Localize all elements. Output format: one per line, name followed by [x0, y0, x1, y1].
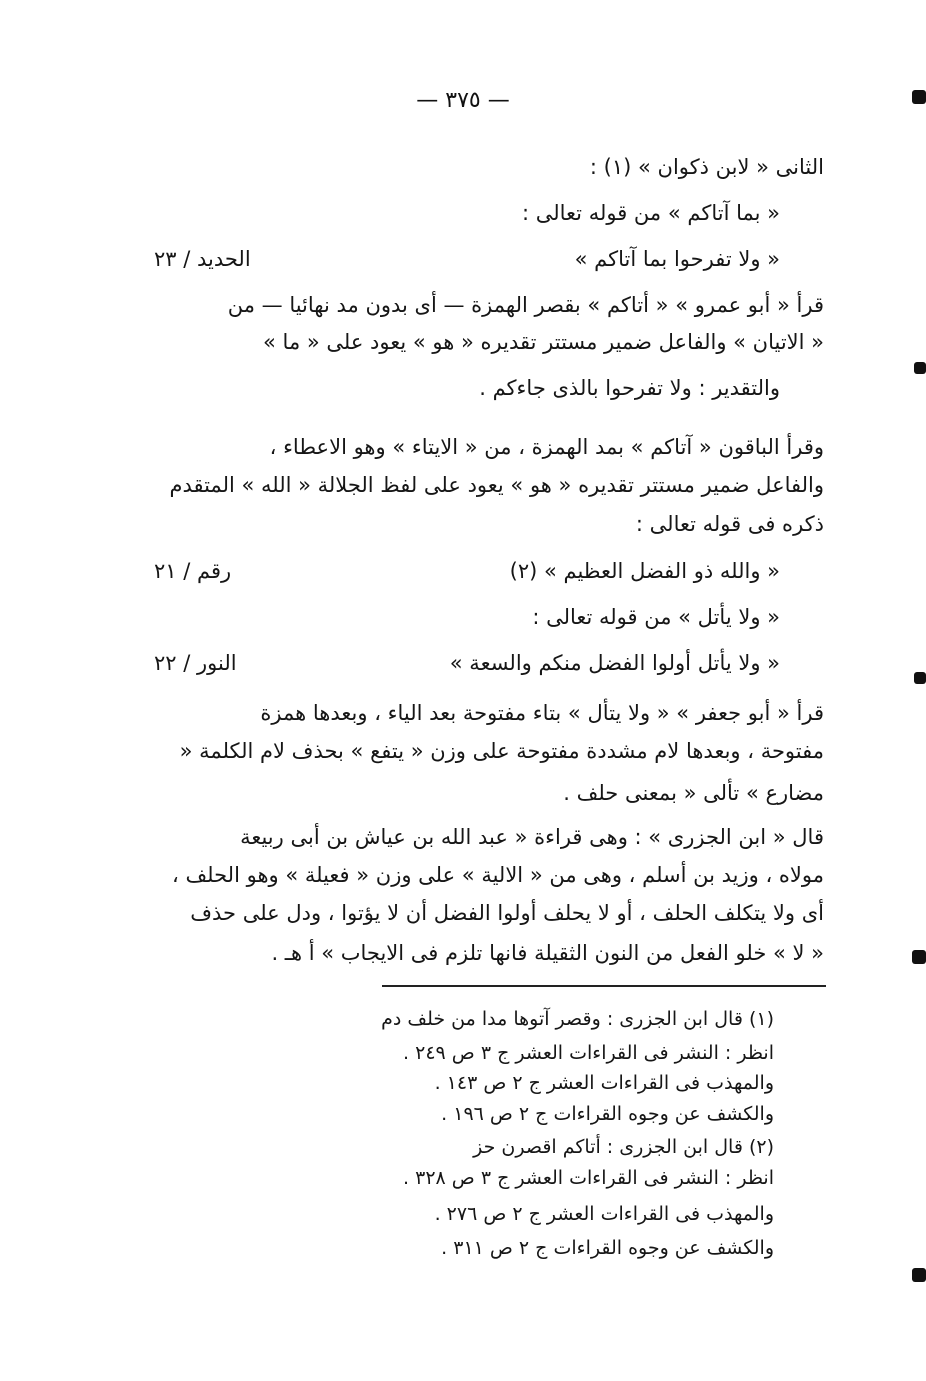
binding-mark-2: [914, 362, 926, 374]
body-line: والفاعل ضمير مستتر تقديره « هو » يعود على لفظ الجلالة « الله » المتقدم: [169, 473, 824, 497]
footnote-line: والكشف عن وجوه القراءات ج ٢ ص ١٩٦ .: [441, 1103, 774, 1125]
binding-mark-5: [912, 1268, 926, 1282]
body-line: أى ولا يتكلف الحلف ، أو لا يحلف أولوا الفضل أن لا يؤتوا ، ودل على حذف: [190, 901, 824, 925]
body-line: قرأ « أبو جعفر » « ولا يتأل » بتاء مفتوحة بعد الياء ، وبعدها همزة: [260, 701, 824, 725]
footnote-line: انظر : النشر فى القراءات العشر ج ٣ ص ٢٤٩ .: [403, 1042, 774, 1064]
binding-mark-4: [912, 950, 926, 964]
verse-line: « ولا يأتل أولوا الفضل منكم والسعة »: [449, 651, 780, 675]
body-line: مفتوحة ، وبعدها لام مشددة مفتوحة على وزن « يتفع » بحذف لام الكلمة «: [179, 739, 824, 763]
body-line: « ولا يأتل » من قوله تعالى :: [532, 605, 780, 629]
binding-mark-3: [914, 672, 926, 684]
footnote-line: انظر : النشر فى القراءات العشر ج ٣ ص ٣٢٨ .: [403, 1167, 774, 1189]
verse-reference: الحديد / ٢٣: [154, 247, 251, 271]
verse-reference: رقم / ٢١: [154, 559, 232, 583]
binding-mark-1: [912, 90, 926, 104]
body-line: « الاتيان » والفاعل ضمير مستتر تقديره « هو » يعود على « ما »: [263, 330, 824, 354]
footnote-separator: [382, 985, 826, 987]
body-line: الثانى « لابن ذكوان » (١) :: [589, 155, 824, 179]
body-line: وقرأ الباقون « آتاكم » بمد الهمزة ، من « الايتاء » وهو الاعطاء ،: [269, 435, 824, 459]
body-line: « بما آتاكم » من قوله تعالى :: [522, 201, 780, 225]
body-line: « لا » خلو الفعل من النون الثقيلة فانها تلزم فى الايجاب » أ هـ .: [271, 941, 824, 965]
footnote-line: (١) قال ابن الجزرى : وقصر آتوها مدا من خلف دم: [381, 1008, 774, 1030]
body-line: ذكره فى قوله تعالى :: [635, 512, 824, 536]
page-number: — ٣٧٥ —: [416, 88, 510, 113]
footnote-line: والمهذب فى القراءات العشر ج ٢ ص ١٤٣ .: [434, 1072, 774, 1094]
verse-reference: النور / ٢٢: [154, 651, 237, 675]
footnote-line: والكشف عن وجوه القراءات ج ٢ ص ٣١١ .: [441, 1237, 774, 1259]
verse-line: « والله ذو الفضل العظيم » (٢): [509, 559, 780, 583]
body-line: مولاه ، وزيد بن أسلم ، وهى من « الالية » على وزن « فعيلة » وهو الحلف ،: [171, 863, 824, 887]
body-line: قال « ابن الجزرى » : وهى قراءة « عبد الله بن عياش بن أبى ربيعة: [240, 825, 824, 849]
footnote-line: (٢) قال ابن الجزرى : أتاكم اقصرن حز: [473, 1136, 774, 1158]
footnote-line: والمهذب فى القراءات العشر ج ٢ ص ٢٧٦ .: [434, 1203, 774, 1225]
verse-line: « ولا تفرحوا بما آتاكم »: [574, 247, 780, 271]
body-line: والتقدير : ولا تفرحوا بالذى جاءكم .: [479, 376, 780, 400]
body-line: مضارع » تألى « بمعنى حلف .: [563, 781, 824, 805]
body-line: قرأ « أبو عمرو » « أتاكم » بقصر الهمزة — أى بدون مد نهائيا — من: [227, 293, 824, 317]
